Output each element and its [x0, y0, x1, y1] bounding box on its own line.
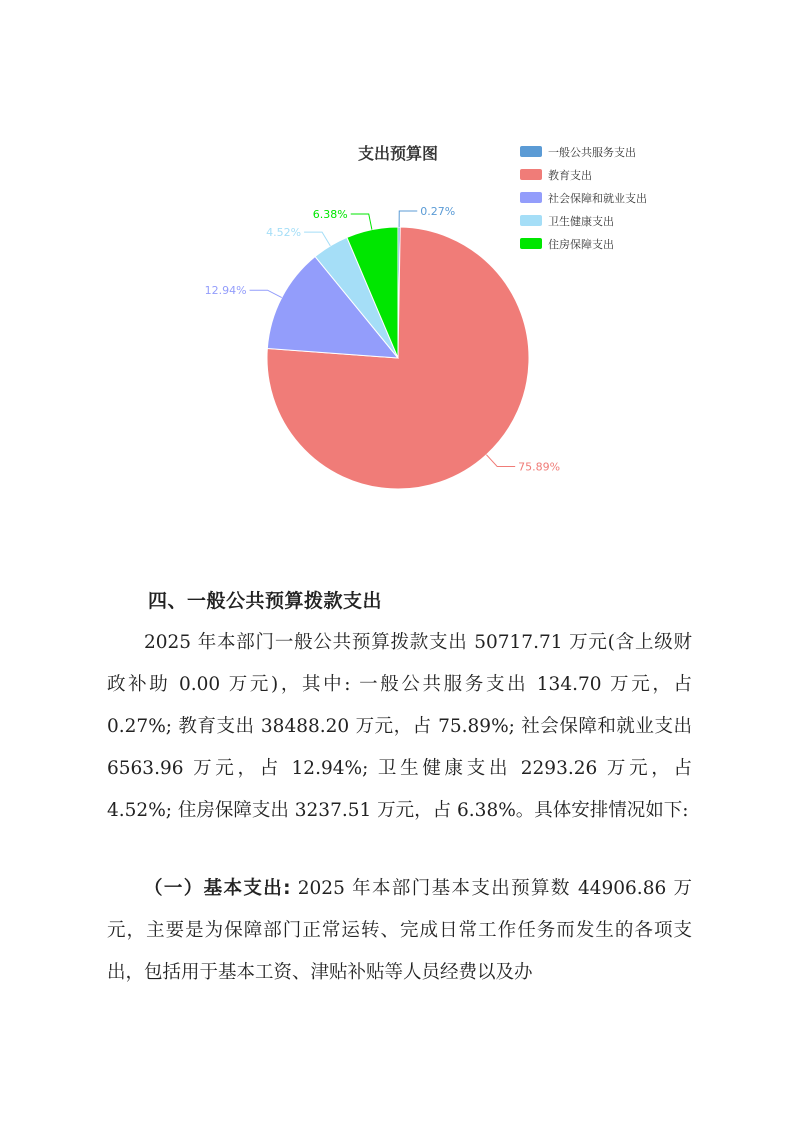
paragraph-basic-expenditure	[107, 868, 692, 994]
legend-swatch-4	[520, 238, 542, 249]
legend-swatch-0	[520, 146, 542, 157]
pie-label-1: 75.89%	[518, 460, 561, 474]
pie-leader-line-0	[399, 211, 417, 227]
legend-swatch-1	[520, 169, 542, 180]
section-heading: 四、一般公共预算拨款支出	[148, 590, 383, 612]
pie-label-2: 12.94%	[204, 284, 247, 298]
legend-swatch-2	[520, 192, 542, 203]
pie-label-3: 4.52%	[266, 226, 302, 240]
pie-leader-line-3	[304, 232, 330, 246]
pie-leader-line-2	[250, 290, 282, 297]
legend-label-0: 一般公共服务支出	[548, 146, 636, 159]
pie-label-0: 0.27%	[420, 205, 456, 219]
legend-swatch-3	[520, 215, 542, 226]
legend-label-3: 卫生健康支出	[548, 215, 614, 228]
pie-slices	[267, 227, 529, 489]
paragraph-expenditure-summary: 2025 年本部门一般公共预算拨款支出 50717.71 万元(含上级财政补助 0.00 万元)，其中: 一般公共服务支出 134.70 万元，占 0.27%; 教育支出 38488.20 万元，占 75.89%; 社会保障和就业支出 6563.96 万元，占 12.94%; 卫生健康支出 2293.26 万元，占 4.52%; 住房保障支出 3237.51 万元，占 6.38%。具体安排情况如下:	[107, 632, 692, 821]
expenditure-pie-chart	[190, 128, 670, 508]
legend-label-2: 社会保障和就业支出	[548, 192, 647, 205]
pie-label-4: 6.38%	[312, 207, 348, 221]
legend-label-1: 教育支出	[548, 169, 592, 182]
legend-label-4: 住房保障支出	[548, 238, 614, 251]
pie-leader-line-1	[486, 455, 515, 467]
chart-title: 支出预算图	[357, 144, 439, 163]
basic-expenditure-text: 2025 年本部门基本支出预算数 44906.86 万元，主要是为保障部门正常运转、完成日常工作任务而发生的各项支出，包括用于基本工资、津贴补贴等人员经费以及办	[107, 878, 692, 983]
sub-heading-basic-expenditure: （一）基本支出:	[144, 878, 291, 899]
chart-legend	[520, 145, 647, 251]
pie-leader-line-4	[351, 214, 372, 230]
